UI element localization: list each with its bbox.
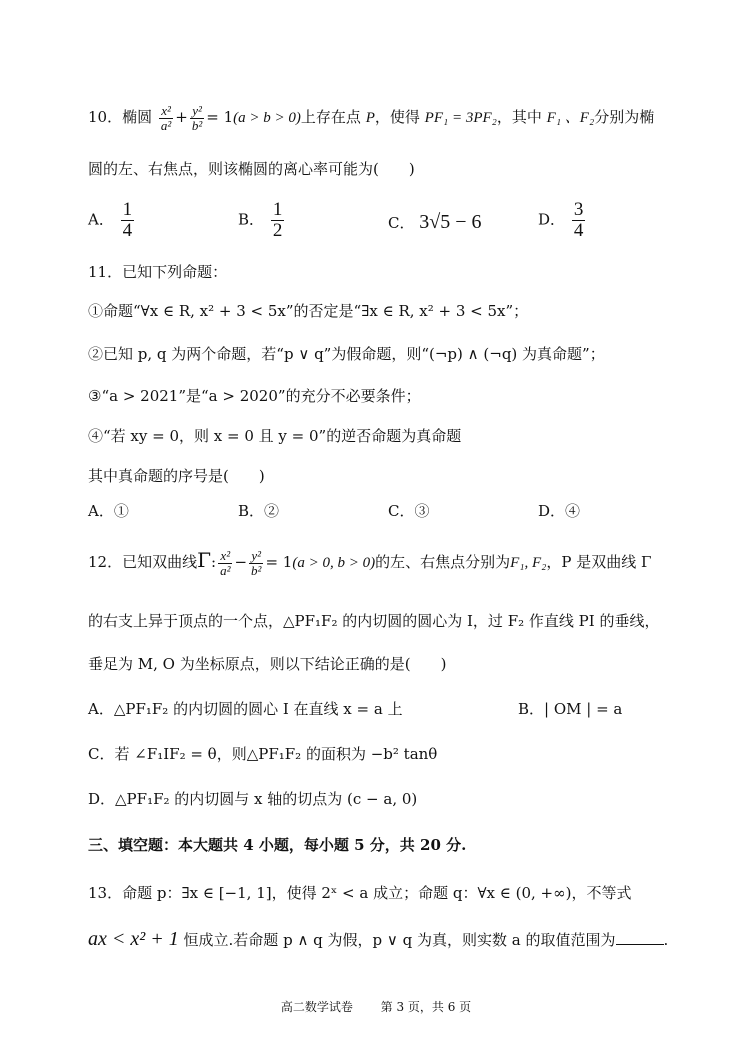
q11-item-1: ①命题“∀x ∈ R, x² + 3 < 5x”的否定是“∃x ∈ R, x² + 3 < 5x”；: [88, 302, 529, 320]
q11-option-b: B．②: [238, 502, 280, 520]
hyperbola-x-term: $\frac{\text{x²}}{\text{a²}}$: [220, 547, 231, 578]
q12-option-b: B．| OM | = a: [518, 700, 623, 718]
q11-ask: 其中真命题的序号是( ): [88, 467, 265, 485]
q11-option-c: C．③: [388, 502, 430, 520]
q12-line3: 垂足为 M, O 为坐标原点，则以下结论正确的是( ): [88, 655, 447, 673]
q11-option-d: D．④: [538, 502, 581, 520]
q11-item-2: ②已知 p, q 为两个命题，若“p ∨ q”为假命题，则“(¬p) ∧ (¬q) 为真命题”；: [88, 345, 605, 363]
q10-option-c: C． 3√5 − 6: [388, 211, 482, 233]
q12-option-a: A．△PF₁F₂ 的内切圆的圆心 I 在直线 x = a 上: [88, 700, 403, 718]
q12-option-d: D．△PF₁F₂ 的内切圆与 x 轴的切点为 (c − a, 0): [88, 790, 418, 808]
hyperbola-y-term: $\frac{\text{y²}}{\text{b²}}$: [251, 547, 262, 578]
footer-subject: 高二数学试卷: [280, 1000, 353, 1014]
q12-line1: 12．已知双曲线Γ: $\frac{\text{x²}}{\text{a²}}$ − $\frac{\text{y²}}{\text{b²}}$ = 1(a > 0, b > 0)的左、右焦点分别为F₁, F₂，P 是双曲线 Γ: [88, 547, 652, 578]
answer-blank[interactable]: [616, 930, 664, 945]
q11-stem: 11．已知下列命题：: [88, 263, 228, 281]
q11-item-4: ④“若 xy = 0，则 x = 0 且 y = 0”的逆否命题为真命题: [88, 427, 462, 445]
section-3-heading: 三、填空题：本大题共 4 小题，每小题 5 分，共 20 分.: [88, 836, 467, 854]
q12-option-c: C．若 ∠F₁IF₂ = θ，则△PF₁F₂ 的面积为 −b² tanθ: [88, 745, 438, 763]
q13-line1: 13．命题 p：∃x ∈ [−1, 1]，使得 2ˣ < a 成立；命题 q：∀x ∈ (0, +∞)，不等式: [88, 884, 632, 902]
q10-line1: 10．椭圆 $\frac{\text{x²}}{\text{a²}}$ + $\frac{\text{y²}}{\text{b²}}$ = 1(a > b > 0)上存在点 P，使得 PF₁ = 3PF₂，其中 F₁ 、F₂分别为椭: [88, 103, 655, 133]
q12-line2: 的右支上异于顶点的一个点，△PF₁F₂ 的内切圆的圆心为 I，过 F₂ 作直线 PI 的垂线，: [88, 612, 660, 630]
q10-option-b: B． $\frac{1}{2}$: [238, 199, 283, 241]
q10-number: 10．: [88, 108, 123, 127]
q11-option-a: A．①: [88, 502, 129, 520]
q10-option-a: A． $\frac{1}{4}$: [88, 199, 133, 241]
ellipse-y-term: $\frac{\text{y²}}{\text{b²}}$: [191, 103, 203, 133]
q10-option-d: D． $\frac{3}{4}$: [538, 199, 584, 241]
q10-line2: 圆的左、右焦点，则该椭圆的离心率可能为( ): [88, 160, 415, 178]
q13-line2: ax < x² + 1 恒成立.若命题 p ∧ q 为假，p ∨ q 为真，则实数 a 的取值范围为 .: [88, 928, 669, 950]
footer-page-number: 第 3 页，共 6 页: [380, 1000, 472, 1014]
ellipse-x-term: $\frac{\text{x²}}{\text{a²}}$: [160, 103, 172, 133]
page-footer: [0, 998, 752, 1015]
q11-item-3: ③“a > 2021”是“a > 2020”的充分不必要条件；: [88, 387, 421, 405]
